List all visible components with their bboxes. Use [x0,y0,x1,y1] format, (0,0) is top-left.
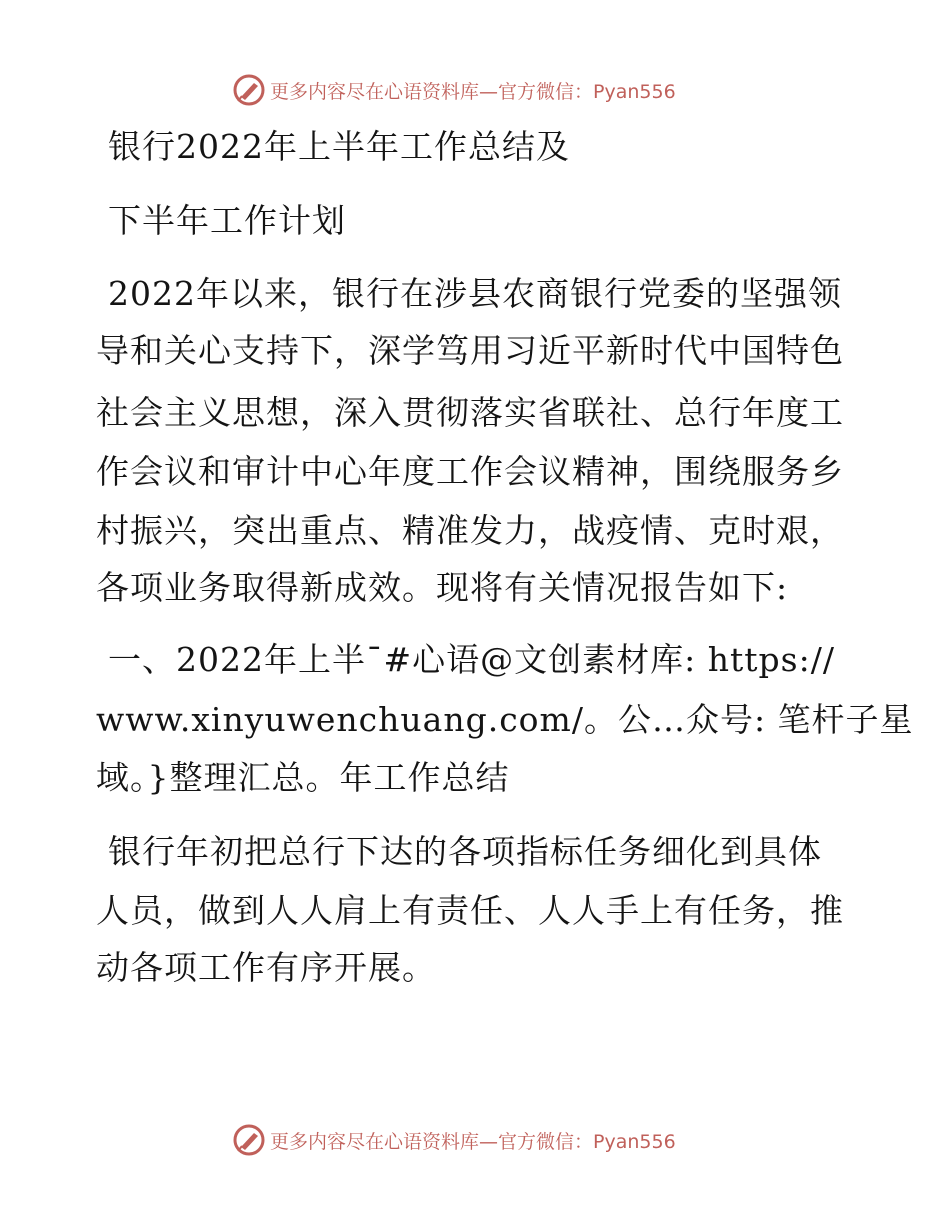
para2-line: 人员，做到人人肩上有责任、人人手上有任务，推 [96,891,844,930]
intro-line: 导和关心支持下，深学笃用习近平新时代中国特色 [96,331,844,370]
intro-line: 2022年以来，银行在涉县农商银行党委的坚强领 [108,274,842,313]
intro-line: 村振兴，突出重点、精准发力，战疫情、克时艰， [96,511,844,550]
banner-dash: —官方微信： [479,80,594,103]
intro-line: 社会主义思想，深入贯彻落实省联社、总行年度工 [96,393,844,432]
banner-main: 更多内容尽在心语资料库 [270,80,480,103]
section1-line: www.xinyuwenchuang.com/。公…众号: 笔杆子星 [96,700,914,739]
doc-title-line1: 银行2022年上半年工作总结及 [108,127,570,166]
intro-line: 作会议和审计中心年度工作会议精神，围绕服务乡 [96,452,844,491]
para2-line: 动各项工作有序开展。 [96,948,436,987]
pen-logo-icon [232,73,266,107]
banner-dash: —官方微信： [479,1130,594,1153]
banner-wechat-id: Pyan556 [593,80,676,103]
para2-line: 银行年初把总行下达的各项指标任务细化到具体 [108,832,822,871]
banner-main: 更多内容尽在心语资料库 [270,1130,480,1153]
doc-title-line2: 下半年工作计划 [108,201,346,240]
banner-text [270,77,676,104]
intro-line: 各项业务取得新成效。现将有关情况报告如下: [96,568,789,607]
banner-text [270,1127,676,1154]
footer-banner [232,1122,676,1158]
section1-line: 一、2022年上半¯#心语@文创素材库: https:// [108,640,835,679]
banner-wechat-id: Pyan556 [593,1130,676,1153]
pen-logo-icon [232,1123,266,1157]
section1-line: 域。}整理汇总。年工作总结 [96,758,510,797]
header-banner [232,72,676,108]
